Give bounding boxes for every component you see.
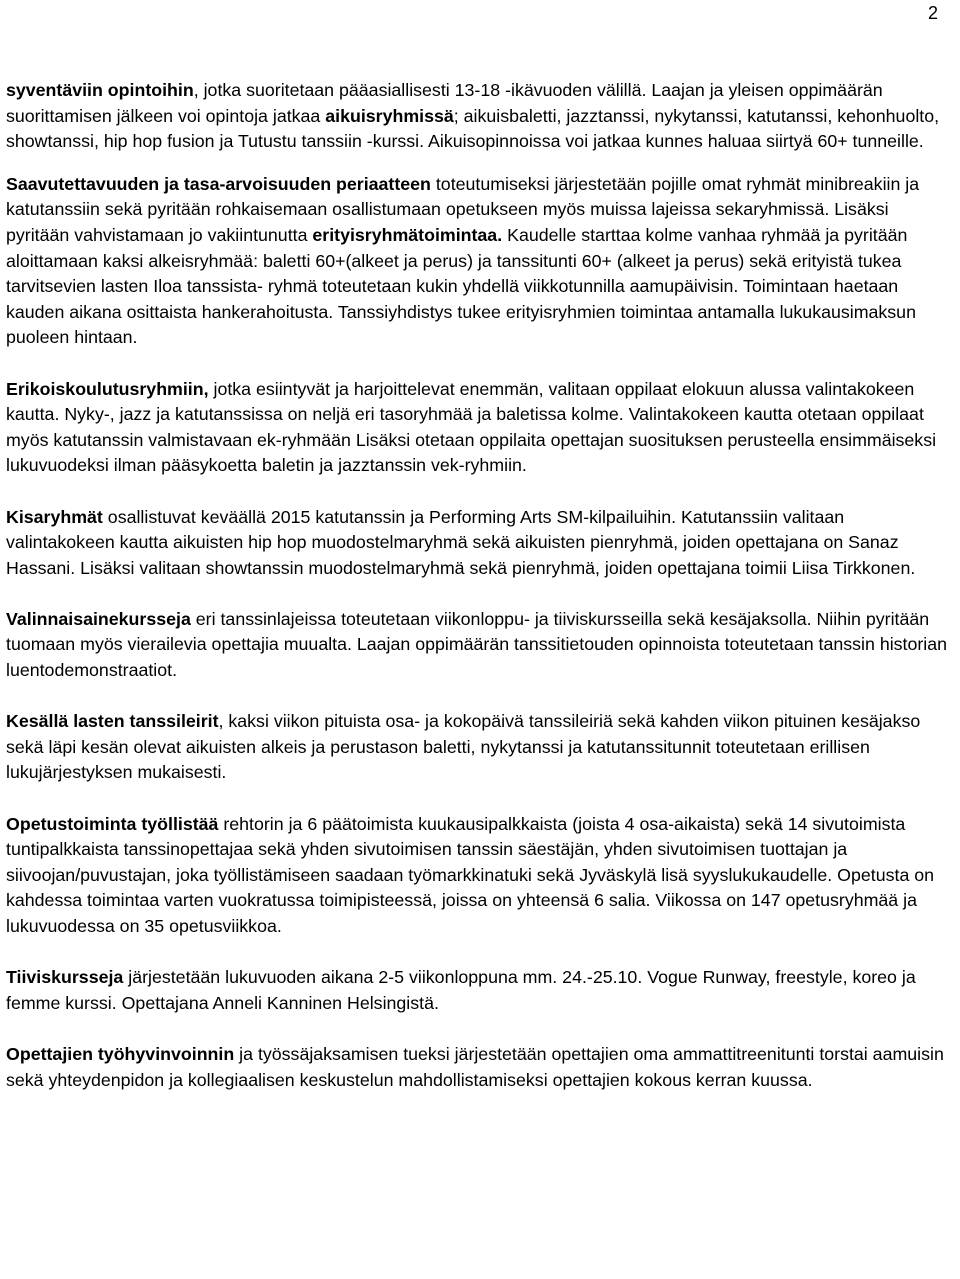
text-run: osallistuvat keväällä 2015 katutanssin ja Performing Arts SM-kilpailuihin. Katutanssiin valitaan valintakokeen kautta aikuisten hip hop muodostelmaryhmä sekä aikuisten pienryhmä, joiden opettajana on Sanaz Hassani. Lisäksi valitaan showtanssin muodostelmaryhmä sekä pienryhmä, joiden opettajana toimii Liisa Tirkkonen.	[6, 506, 916, 578]
text-run: , jotka suoritetaan pääasiallisesti 13-18 -ikävuoden välillä. Laajan ja yleisen oppimäärän suorittamisen jälkeen voi opintoja jatkaa	[6, 80, 883, 126]
bold-term: Saavutettavuuden ja tasa-arvoisuuden periaatteen	[6, 173, 431, 194]
text-run: jotka esiintyvät ja harjoittelevat enemmän, valitaan oppilaat elokuun alussa valintakokeen kautta. Nyky-, jazz ja katutanssissa on neljä eri tasoryhmää ja baletissa kolme. Valintakokeen kautta otetaan oppilaat myös katutanssin valmistavaan ek-ryhmään Lisäksi otetaan oppilaita opettajan suosituksen perusteella ensimmäiseksi lukuvuodeksi ilman pääsykoetta baletin ja jazztanssin vek-ryhmiin.	[6, 378, 937, 476]
paragraph-kisaryhmat	[6, 505, 954, 582]
paragraph-syventavat	[6, 78, 954, 155]
bold-term: Kesällä lasten tanssileirit	[6, 711, 219, 732]
text-run: ; aikuisbaletti, jazztanssi, nykytanssi, katutanssi, kehonhuolto, showtanssi, hip hop fusion ja Tutustu tanssiin -kurssi. Aikuisopinnoissa voi jatkaa kunnes haluaa siirtyä 60+ tunneille.	[6, 105, 940, 152]
document-body	[6, 78, 954, 1119]
text-run: eri tanssinlajeissa toteutetaan viikonloppu- ja tiiviskursseilla sekä kesäjaksolla. Niihin pyritään tuomaan myös vierailevia opettajia muualta. Laajan oppimäärän tanssitietouden opinnoista toteutetaan tanssin historian luentodemonstraatiot.	[6, 608, 948, 681]
bold-term: erityisryhmätoimintaa.	[312, 224, 503, 245]
bold-term: Valinnaisainekursseja	[6, 608, 191, 629]
page-number: 2	[927, 3, 938, 23]
paragraph-tiiviskurssit	[6, 965, 954, 1016]
bold-term: Opettajien työhyvinvoinnin	[6, 1043, 235, 1064]
text-run: ja työssäjaksamisen tueksi järjestetään opettajien oma ammattitreenitunti torstai aamuisin sekä yhteydenpidon ja kollegiaalisen keskustelun mahdollistamiseksi opettajien kokous kerran kuussa.	[6, 1043, 944, 1090]
paragraph-valinnaisaine	[6, 607, 954, 684]
bold-term: Opetustoiminta työllistää	[6, 813, 219, 834]
text-run: toteutumiseksi järjestetään pojille omat ryhmät minibreakiin ja katutanssiin sekä pyritään rohkaisemaan osallistumaan opetukseen myös muissa lajeissa sekaryhmissä. Lisäksi pyritään vahvistamaan jo vakiintunutta	[6, 173, 920, 245]
paragraph-erikoiskoulutus	[6, 377, 954, 479]
bold-term: aikuisryhmissä	[325, 105, 454, 126]
text-run: , kaksi viikon pituista osa- ja kokopäivä tanssileiriä sekä kahden viikon pituinen kesäjakso sekä läpi kesän olevat aikuisten alkeis ja perustason baletti, nykytanssi ja katutanssitunnit toteutetaan erillisen lukujärjestyksen mukaisesti.	[6, 711, 921, 783]
text-run: järjestetään lukuvuoden aikana 2-5 viikonloppuna mm. 24.-25.10. Vogue Runway, freestyle, koreo ja femme kurssi. Opettajana Anneli Kanninen Helsingistä.	[6, 967, 916, 1013]
paragraph-opetustoiminta	[6, 812, 954, 940]
paragraph-kesaleirit	[6, 709, 954, 786]
bold-term: Kisaryhmät	[6, 506, 103, 527]
bold-term: syventäviin opintoihin	[6, 80, 194, 100]
bold-term: Erikoiskoulutusryhmiin,	[6, 378, 209, 399]
text-run: rehtorin ja 6 päätoimista kuukausipalkkaista (joista 4 osa-aikaista) sekä 14 sivutoimista tuntipalkkaista tanssinopettajaa sekä yhden sivutoimisen tanssin säestäjän, yhden sivutoimisen tuottajan ja siivoojan/puvustajan, joka työllistämiseen saadaan työmarkkinatuki sekä Jyväskylä lisä syyslukukaudelle. Opetusta on kahdessa toimintaa varten vuokratussa toimipisteessä, joissa on yhteensä 6 salia. Viikossa on 147 opetusryhmää ja lukuvuodessa on 35 opetusviikkoa.	[6, 813, 935, 936]
bold-term: Tiiviskursseja	[6, 967, 124, 988]
paragraph-saavutettavuus	[6, 172, 954, 351]
text-run: Kaudelle starttaa kolme vanhaa ryhmää ja pyritään aloittamaan kaksi alkeisryhmää: baletti 60+(alkeet ja perus) ja tanssitunti 60+ (alkeet ja perus) sekä erityistä tukea tarvitsevien lasten Iloa tanssista- ryhmä toteutetaan kukin yhdellä viikkotunnilla aamupäivisin. Toimintaan haetaan kauden aikana osittaista hankerahoitusta. Tanssiyhdistys tukee erityisryhmien toimintaa antamalla lukukausimaksun puoleen hintaan.	[6, 224, 916, 348]
paragraph-tyohyvinvointi	[6, 1042, 954, 1093]
